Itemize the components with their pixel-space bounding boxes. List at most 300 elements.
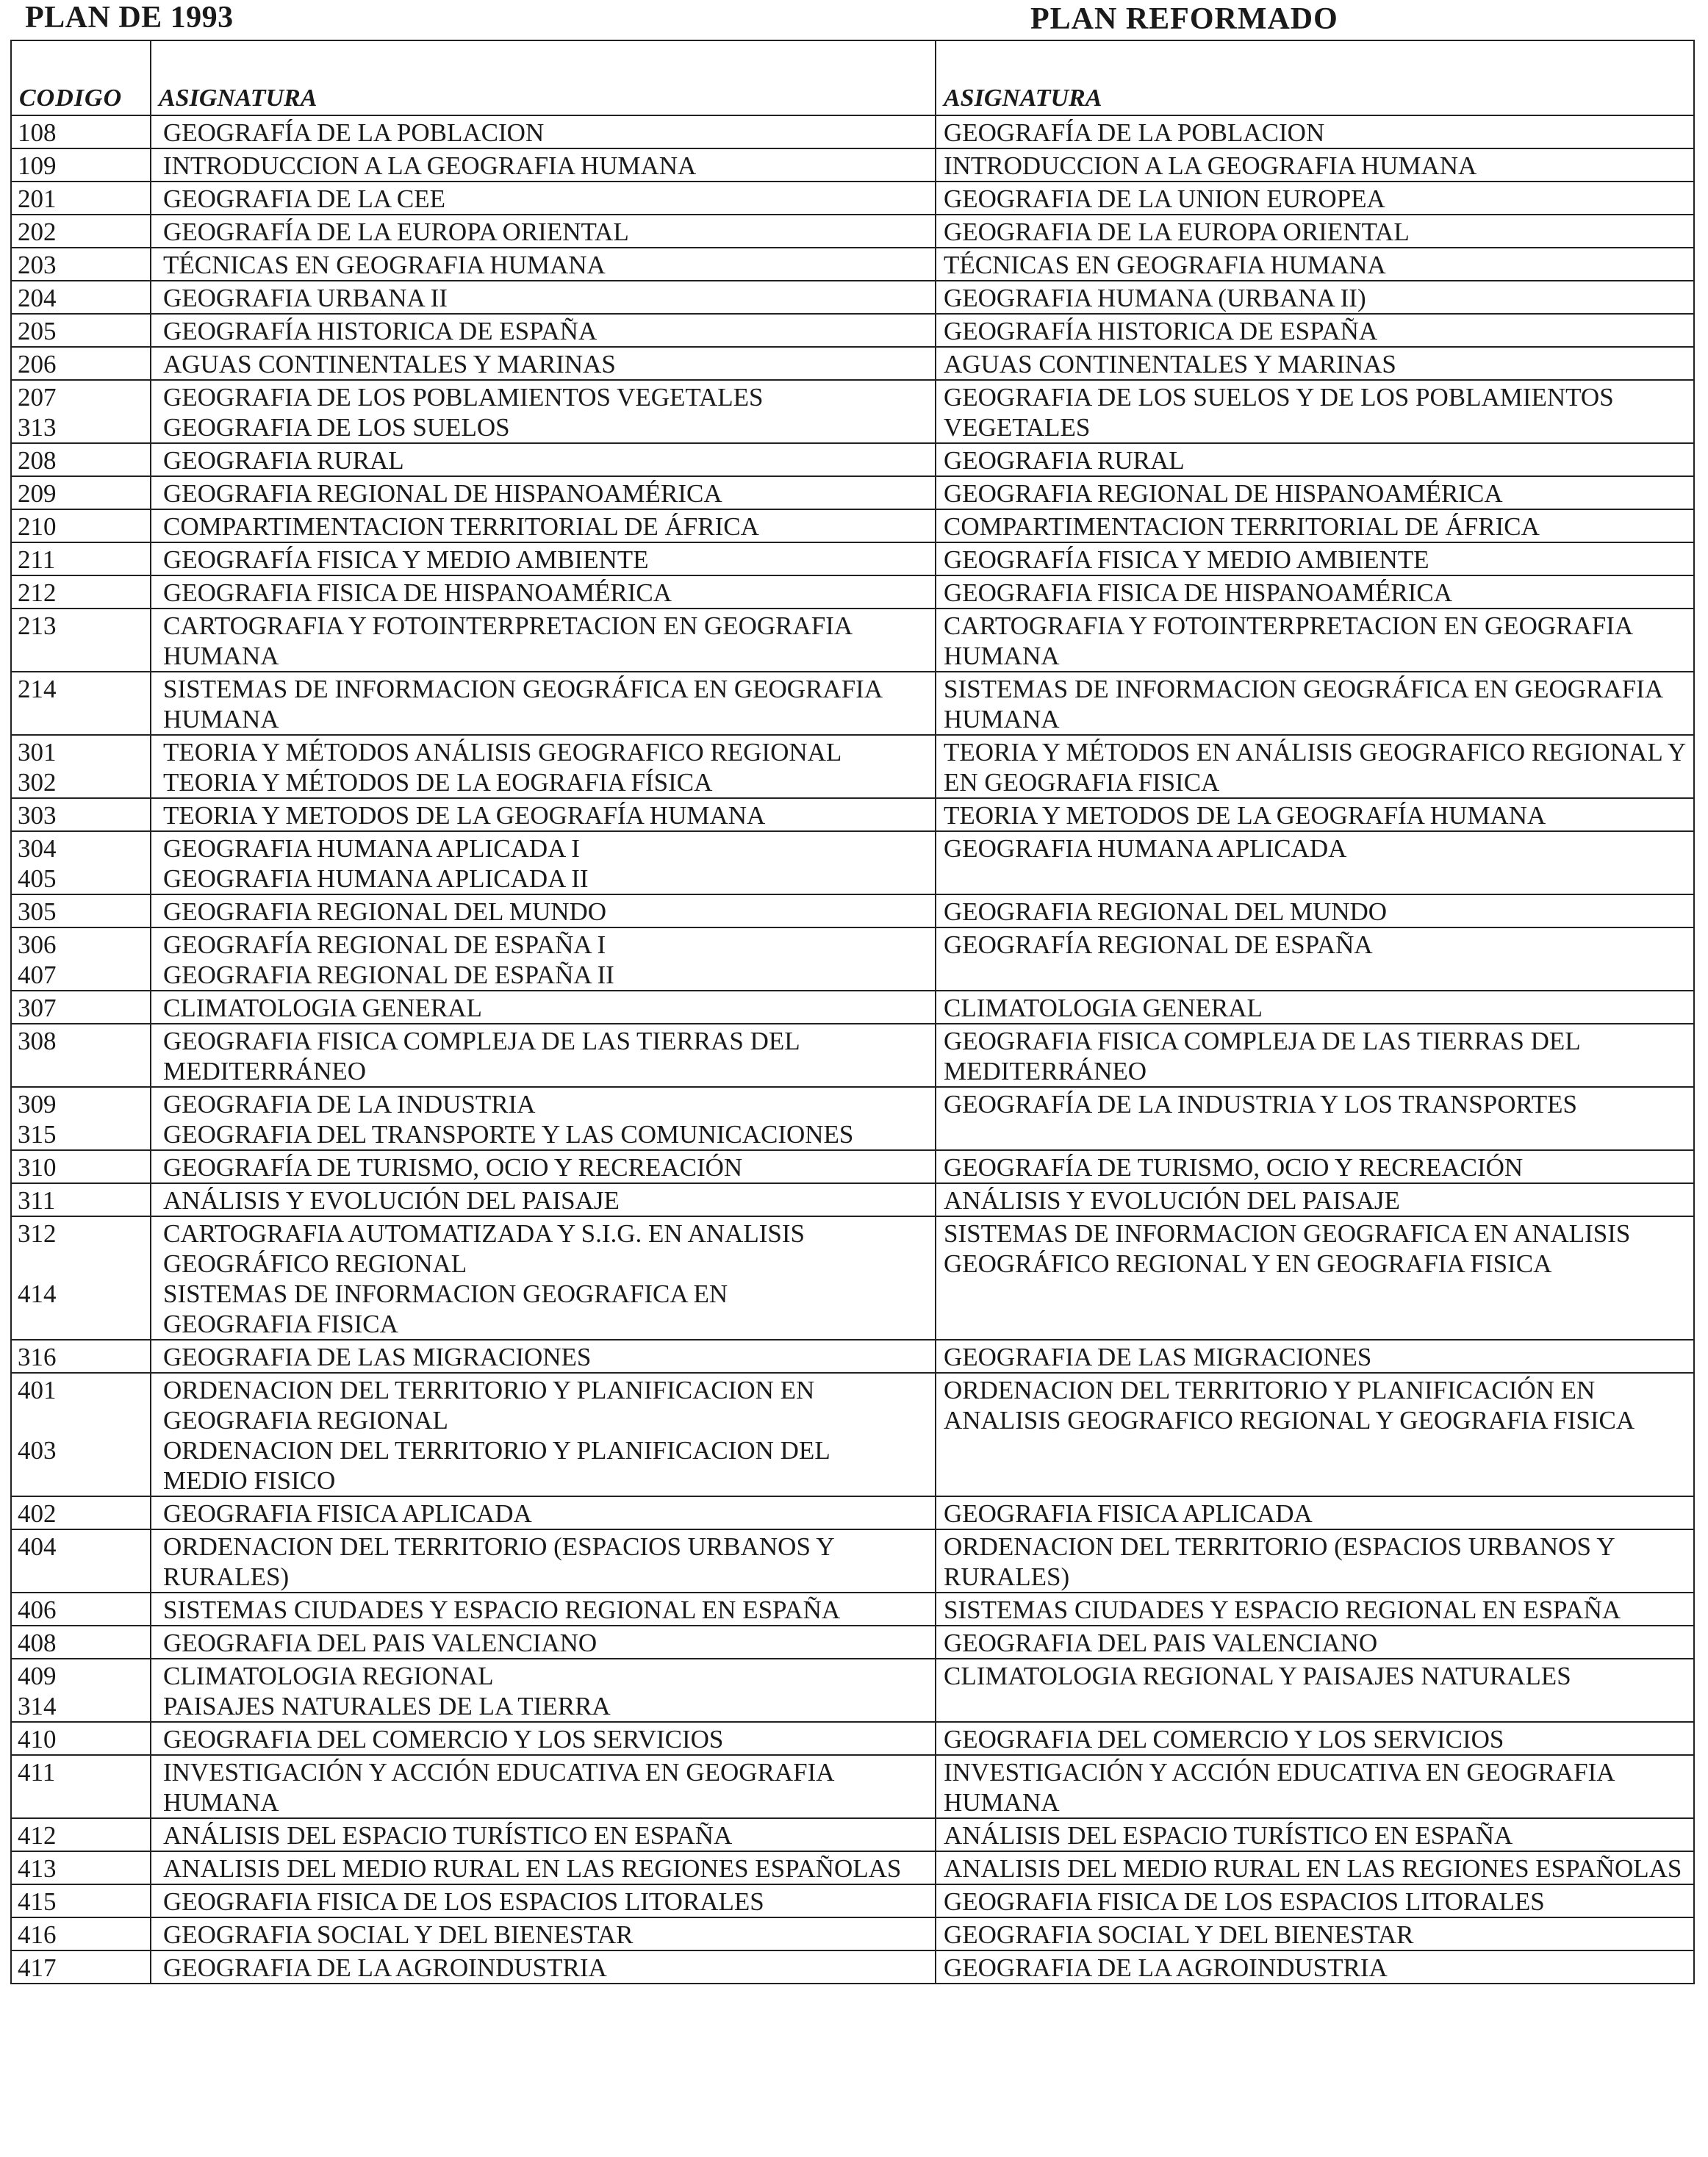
old-subject-name: GEOGRAFIA DE LA INDUSTRIA — [163, 1090, 536, 1119]
codigo-cell — [11, 1659, 151, 1722]
codigo-cell — [11, 575, 151, 609]
old-subject-name: GEOGRAFIA URBANA II — [163, 284, 448, 312]
new-subject-name: CLIMATOLOGIA GENERAL — [944, 994, 1263, 1022]
codigo-cell — [11, 443, 151, 476]
table-row — [11, 443, 1694, 476]
table-row — [11, 1659, 1694, 1722]
codigo-value: 109 — [18, 151, 57, 180]
new-subject-name: SISTEMAS DE INFORMACION GEOGRÁFICA EN GEOGRAFIA HUMANA — [944, 675, 1662, 733]
new-subject-name: TEORIA Y METODOS DE LA GEOGRAFÍA HUMANA — [944, 801, 1546, 830]
old-subject-cell — [151, 1659, 936, 1722]
codigo-cell — [11, 1087, 151, 1150]
table-row — [11, 215, 1694, 248]
old-subject-cell — [151, 1150, 936, 1183]
table-row — [11, 380, 1694, 443]
old-subject-name: GEOGRAFIA REGIONAL DE ESPAÑA II — [163, 961, 614, 989]
new-subject-cell — [936, 509, 1694, 542]
old-subject-cell — [151, 927, 936, 991]
codigo-cell — [11, 347, 151, 380]
codigo-value: 201 — [18, 184, 57, 213]
codigo-cell — [11, 1529, 151, 1593]
old-subject-cell — [151, 314, 936, 347]
old-subject-cell — [151, 1024, 936, 1087]
old-subject-cell — [151, 1496, 936, 1529]
new-subject-cell — [936, 182, 1694, 215]
old-subject-name: CARTOGRAFIA AUTOMATIZADA Y S.I.G. EN ANALISIS — [163, 1219, 805, 1248]
new-subject-cell — [936, 148, 1694, 182]
new-subject-cell — [936, 1024, 1694, 1087]
table-row — [11, 476, 1694, 509]
codigo-cell — [11, 542, 151, 575]
old-subject-cell — [151, 347, 936, 380]
old-subject-name: GEOGRAFIA DE LOS POBLAMIENTOS VEGETALES — [163, 383, 764, 412]
old-subject-name: TEORIA Y MÉTODOS ANÁLISIS GEOGRAFICO REGIONAL — [163, 738, 842, 767]
codigo-cell — [11, 1024, 151, 1087]
codigo-value: 415 — [18, 1887, 57, 1916]
old-subject-name: GEOGRAFIA DE LOS SUELOS — [163, 413, 510, 442]
old-subject-name: COMPARTIMENTACION TERRITORIAL DE ÁFRICA — [163, 512, 759, 541]
new-subject-name: INTRODUCCION A LA GEOGRAFIA HUMANA — [944, 151, 1477, 180]
table-row — [11, 609, 1694, 672]
old-subject-name: CARTOGRAFIA Y FOTOINTERPRETACION EN GEOGRAFIA HUMANA — [163, 611, 852, 670]
old-subject-name: PAISAJES NATURALES DE LA TIERRA — [163, 1692, 611, 1720]
codigo-value: 214 — [18, 675, 57, 703]
table-row — [11, 1529, 1694, 1593]
table-row — [11, 1755, 1694, 1818]
table-row — [11, 798, 1694, 831]
codigo-value — [18, 1405, 143, 1435]
old-subject-name: GEOGRAFIA FISICA DE HISPANOAMÉRICA — [163, 578, 672, 607]
old-subject-cell — [151, 215, 936, 248]
table-row — [11, 1373, 1694, 1496]
codigo-value: 410 — [18, 1725, 57, 1754]
table-row — [11, 1722, 1694, 1755]
old-subject-cell — [151, 380, 936, 443]
old-subject-cell — [151, 1950, 936, 1984]
new-subject-name: ANÁLISIS DEL ESPACIO TURÍSTICO EN ESPAÑA — [944, 1821, 1513, 1850]
old-subject-name: GEOGRAFÍA HISTORICA DE ESPAÑA — [163, 317, 598, 345]
old-subject-name: GEOGRAFIA DE LA CEE — [163, 184, 446, 213]
old-subject-name: GEOGRAFIA DE LA AGROINDUSTRIA — [163, 1953, 607, 1982]
new-subject-name: GEOGRAFIA DE LA AGROINDUSTRIA — [944, 1953, 1388, 1982]
codigo-cell — [11, 1183, 151, 1216]
old-subject-cell — [151, 798, 936, 831]
old-subject-cell — [151, 1087, 936, 1150]
old-subject-name: ANÁLISIS Y EVOLUCIÓN DEL PAISAJE — [163, 1186, 620, 1215]
codigo-cell — [11, 1496, 151, 1529]
codigo-value — [18, 1249, 143, 1279]
table-row — [11, 831, 1694, 894]
codigo-value: 311 — [18, 1186, 56, 1215]
old-subject-name: GEOGRAFÍA DE LA POBLACION — [163, 118, 545, 147]
codigo-value: 403 — [18, 1436, 57, 1465]
codigo-value: 205 — [18, 317, 57, 345]
table-row — [11, 1150, 1694, 1183]
codigo-cell — [11, 1917, 151, 1950]
old-subject-name: GEOGRAFIA REGIONAL — [163, 1406, 448, 1435]
new-subject-name: GEOGRAFIA FISICA DE HISPANOAMÉRICA — [944, 578, 1453, 607]
codigo-cell — [11, 509, 151, 542]
table-row — [11, 1183, 1694, 1216]
old-subject-name: CLIMATOLOGIA REGIONAL — [163, 1662, 494, 1690]
new-subject-cell — [936, 1917, 1694, 1950]
codigo-cell — [11, 1884, 151, 1917]
table-row — [11, 509, 1694, 542]
new-subject-cell — [936, 1950, 1694, 1984]
new-subject-name: ANÁLISIS Y EVOLUCIÓN DEL PAISAJE — [944, 1186, 1400, 1215]
old-subject-cell — [151, 831, 936, 894]
new-subject-cell — [936, 609, 1694, 672]
codigo-cell — [11, 1950, 151, 1984]
old-subject-cell — [151, 443, 936, 476]
codigo-cell — [11, 991, 151, 1024]
old-subject-cell — [151, 735, 936, 798]
new-subject-cell — [936, 1340, 1694, 1373]
codigo-cell — [11, 1755, 151, 1818]
old-subject-cell — [151, 894, 936, 927]
codigo-value: 404 — [18, 1532, 57, 1561]
codigo-cell — [11, 1626, 151, 1659]
codigo-value: 210 — [18, 512, 57, 541]
new-subject-cell — [936, 991, 1694, 1024]
old-subject-cell — [151, 1183, 936, 1216]
new-subject-cell — [936, 1851, 1694, 1884]
new-subject-cell — [936, 1496, 1694, 1529]
table-row — [11, 1818, 1694, 1851]
old-subject-name: TEORIA Y METODOS DE LA GEOGRAFÍA HUMANA — [163, 801, 766, 830]
codigo-cell — [11, 1373, 151, 1496]
new-subject-cell — [936, 1087, 1694, 1150]
old-subject-name: ANÁLISIS DEL ESPACIO TURÍSTICO EN ESPAÑA — [163, 1821, 733, 1850]
codigo-value: 313 — [18, 413, 57, 442]
old-subject-cell — [151, 609, 936, 672]
codigo-value: 314 — [18, 1692, 57, 1720]
table-row — [11, 1216, 1694, 1340]
new-subject-cell — [936, 248, 1694, 281]
new-subject-cell — [936, 347, 1694, 380]
old-subject-cell — [151, 148, 936, 182]
codigo-value: 309 — [18, 1090, 57, 1119]
old-subject-cell — [151, 1529, 936, 1593]
new-subject-cell — [936, 380, 1694, 443]
new-subject-cell — [936, 215, 1694, 248]
old-subject-name: GEOGRAFIA SOCIAL Y DEL BIENESTAR — [163, 1920, 634, 1949]
new-subject-cell — [936, 1150, 1694, 1183]
new-subject-cell — [936, 1593, 1694, 1626]
codigo-value: 417 — [18, 1953, 57, 1982]
old-subject-cell — [151, 1593, 936, 1626]
table-body — [11, 115, 1694, 1984]
old-subject-cell — [151, 1755, 936, 1818]
old-subject-cell — [151, 182, 936, 215]
table-row — [11, 1851, 1694, 1884]
codigo-value: 308 — [18, 1027, 57, 1055]
codigo-value: 401 — [18, 1376, 57, 1404]
codigo-value: 303 — [18, 801, 57, 830]
old-subject-name: GEOGRAFIA DEL PAIS VALENCIANO — [163, 1629, 598, 1657]
header-row — [11, 40, 1694, 115]
codigo-value: 204 — [18, 284, 57, 312]
old-subject-name: INVESTIGACIÓN Y ACCIÓN EDUCATIVA EN GEOGRAFIA HUMANA — [163, 1758, 833, 1817]
old-subject-cell — [151, 542, 936, 575]
new-subject-cell — [936, 894, 1694, 927]
codigo-cell — [11, 1818, 151, 1851]
old-subject-cell — [151, 476, 936, 509]
table-row — [11, 894, 1694, 927]
old-subject-name: GEOGRAFIA DEL COMERCIO Y LOS SERVICIOS — [163, 1725, 724, 1754]
codigo-value: 316 — [18, 1343, 57, 1371]
old-subject-name: TEORIA Y MÉTODOS DE LA EOGRAFIA FÍSICA — [163, 768, 713, 797]
new-subject-name: GEOGRAFIA FISICA COMPLEJA DE LAS TIERRAS DEL MEDITERRÁNEO — [944, 1027, 1580, 1085]
plan-1993-title: PLAN DE 1993 — [25, 1, 234, 35]
new-subject-cell — [936, 1626, 1694, 1659]
old-subject-name: ORDENACION DEL TERRITORIO Y PLANIFICACION EN — [163, 1376, 815, 1404]
new-subject-cell — [936, 1884, 1694, 1917]
new-subject-cell — [936, 115, 1694, 148]
new-subject-cell — [936, 798, 1694, 831]
table-row — [11, 672, 1694, 735]
codigo-cell — [11, 798, 151, 831]
old-subject-cell — [151, 281, 936, 314]
table-row — [11, 182, 1694, 215]
new-subject-name: SISTEMAS CIUDADES Y ESPACIO REGIONAL EN ESPAÑA — [944, 1596, 1621, 1624]
codigo-cell — [11, 314, 151, 347]
new-subject-name: GEOGRAFÍA DE LA INDUSTRIA Y LOS TRANSPORTES — [944, 1090, 1577, 1119]
codigo-cell — [11, 1340, 151, 1373]
old-subject-cell — [151, 672, 936, 735]
codigo-cell — [11, 1216, 151, 1340]
codigo-cell — [11, 609, 151, 672]
old-subject-cell — [151, 1373, 936, 1496]
new-subject-name: SISTEMAS DE INFORMACION GEOGRAFICA EN ANALISIS GEOGRÁFICO REGIONAL Y EN GEOGRAFIA FISICA — [944, 1219, 1631, 1278]
old-subject-cell — [151, 1216, 936, 1340]
new-subject-cell — [936, 1755, 1694, 1818]
codigo-cell — [11, 115, 151, 148]
old-subject-name: GEOGRAFIA REGIONAL DE HISPANOAMÉRICA — [163, 479, 722, 508]
new-subject-cell — [936, 1183, 1694, 1216]
old-subject-name: SISTEMAS CIUDADES Y ESPACIO REGIONAL EN ESPAÑA — [163, 1596, 841, 1624]
codigo-value: 207 — [18, 383, 57, 412]
codigo-value: 315 — [18, 1120, 57, 1149]
new-subject-name: TÉCNICAS EN GEOGRAFIA HUMANA — [944, 251, 1386, 279]
codigo-cell — [11, 1150, 151, 1183]
new-subject-name: GEOGRAFÍA REGIONAL DE ESPAÑA — [944, 930, 1373, 959]
old-subject-cell — [151, 1340, 936, 1373]
codigo-cell — [11, 248, 151, 281]
codigo-value: 406 — [18, 1596, 57, 1624]
codigo-cell — [11, 894, 151, 927]
old-subject-name: CLIMATOLOGIA GENERAL — [163, 994, 482, 1022]
new-subject-name: ORDENACION DEL TERRITORIO Y PLANIFICACIÓN EN ANALISIS GEOGRAFICO REGIONAL Y GEOGRAFIA FISICA — [944, 1376, 1635, 1435]
new-subject-cell — [936, 443, 1694, 476]
old-subject-name: GEOGRAFÍA DE TURISMO, OCIO Y RECREACIÓN — [163, 1153, 743, 1182]
old-subject-name: GEOGRAFIA DE LAS MIGRACIONES — [163, 1343, 592, 1371]
old-subject-name: GEOGRAFIA FISICA — [163, 1310, 398, 1338]
new-subject-cell — [936, 927, 1694, 991]
old-subject-cell — [151, 1851, 936, 1884]
table-row — [11, 347, 1694, 380]
new-subject-name: GEOGRAFIA SOCIAL Y DEL BIENESTAR — [944, 1920, 1414, 1949]
new-subject-cell — [936, 1373, 1694, 1496]
subject-equivalence-table — [10, 40, 1695, 1984]
codigo-value: 412 — [18, 1821, 57, 1850]
table-row — [11, 735, 1694, 798]
table-row — [11, 314, 1694, 347]
new-subject-cell — [936, 672, 1694, 735]
new-subject-cell — [936, 1818, 1694, 1851]
table-row — [11, 1626, 1694, 1659]
codigo-value: 305 — [18, 897, 57, 926]
old-subject-name: SISTEMAS DE INFORMACION GEOGRAFICA EN — [163, 1280, 728, 1308]
table-row — [11, 1950, 1694, 1984]
new-subject-cell — [936, 1722, 1694, 1755]
codigo-cell — [11, 1851, 151, 1884]
codigo-value: 411 — [18, 1758, 56, 1787]
old-subject-name: INTRODUCCION A LA GEOGRAFIA HUMANA — [163, 151, 697, 180]
new-subject-name: GEOGRAFIA DEL COMERCIO Y LOS SERVICIOS — [944, 1725, 1504, 1754]
codigo-value: 307 — [18, 994, 57, 1022]
codigo-cell — [11, 1593, 151, 1626]
codigo-value: 304 — [18, 834, 57, 863]
codigo-cell — [11, 831, 151, 894]
column-header-new-subject: ASIGNATURA — [936, 40, 1694, 115]
old-subject-name: GEOGRAFIA FISICA COMPLEJA DE LAS TIERRAS DEL MEDITERRÁNEO — [163, 1027, 800, 1085]
new-subject-name: ANALISIS DEL MEDIO RURAL EN LAS REGIONES ESPAÑOLAS — [944, 1854, 1682, 1883]
new-subject-cell — [936, 542, 1694, 575]
old-subject-name: TÉCNICAS EN GEOGRAFIA HUMANA — [163, 251, 606, 279]
old-subject-cell — [151, 1917, 936, 1950]
codigo-value: 414 — [18, 1280, 57, 1308]
old-subject-cell — [151, 1722, 936, 1755]
old-subject-name: GEOGRAFÍA REGIONAL DE ESPAÑA I — [163, 930, 606, 959]
codigo-cell — [11, 148, 151, 182]
new-subject-name: GEOGRAFIA HUMANA APLICADA — [944, 834, 1347, 863]
table-row — [11, 115, 1694, 148]
codigo-cell — [11, 281, 151, 314]
codigo-value: 310 — [18, 1153, 57, 1182]
page-header — [0, 0, 1708, 44]
codigo-cell — [11, 1722, 151, 1755]
new-subject-cell — [936, 476, 1694, 509]
codigo-value: 302 — [18, 768, 57, 797]
new-subject-cell — [936, 1529, 1694, 1593]
new-subject-name: GEOGRAFIA DEL PAIS VALENCIANO — [944, 1629, 1378, 1657]
codigo-value: 206 — [18, 350, 57, 378]
new-subject-name: GEOGRAFIA REGIONAL DEL MUNDO — [944, 897, 1388, 926]
codigo-cell — [11, 476, 151, 509]
codigo-cell — [11, 215, 151, 248]
codigo-value: 108 — [18, 118, 57, 147]
table-row — [11, 927, 1694, 991]
old-subject-name: GEOGRAFIA HUMANA APLICADA II — [163, 864, 589, 893]
new-subject-name: AGUAS CONTINENTALES Y MARINAS — [944, 350, 1396, 378]
codigo-cell — [11, 380, 151, 443]
table-row — [11, 1087, 1694, 1150]
new-subject-cell — [936, 831, 1694, 894]
table-row — [11, 1884, 1694, 1917]
codigo-value: 407 — [18, 961, 57, 989]
old-subject-name: MEDIO FISICO — [163, 1466, 336, 1495]
codigo-value: 405 — [18, 864, 57, 893]
table-header — [11, 40, 1694, 115]
old-subject-cell — [151, 509, 936, 542]
new-subject-name: GEOGRAFÍA DE TURISMO, OCIO Y RECREACIÓN — [944, 1153, 1524, 1182]
new-subject-cell — [936, 314, 1694, 347]
old-subject-name: ORDENACION DEL TERRITORIO (ESPACIOS URBANOS Y RURALES) — [163, 1532, 834, 1591]
table-row — [11, 1340, 1694, 1373]
new-subject-name: GEOGRAFIA RURAL — [944, 446, 1185, 475]
old-subject-name: AGUAS CONTINENTALES Y MARINAS — [163, 350, 616, 378]
new-subject-name: COMPARTIMENTACION TERRITORIAL DE ÁFRICA — [944, 512, 1540, 541]
column-header-codigo: CODIGO — [11, 40, 151, 115]
table-row — [11, 1593, 1694, 1626]
codigo-cell — [11, 672, 151, 735]
new-subject-name: GEOGRAFIA DE LA UNION EUROPEA — [944, 184, 1385, 213]
codigo-value: 209 — [18, 479, 57, 508]
new-subject-name: ORDENACION DEL TERRITORIO (ESPACIOS URBANOS Y RURALES) — [944, 1532, 1615, 1591]
old-subject-name: GEOGRAFÍA DE LA EUROPA ORIENTAL — [163, 218, 629, 246]
table-row — [11, 1496, 1694, 1529]
codigo-value: 409 — [18, 1662, 57, 1690]
codigo-value: 211 — [18, 545, 56, 574]
codigo-value: 312 — [18, 1219, 57, 1248]
codigo-value: 416 — [18, 1920, 57, 1949]
codigo-cell — [11, 927, 151, 991]
old-subject-name: GEOGRAFIA HUMANA APLICADA I — [163, 834, 580, 863]
old-subject-name: ANALISIS DEL MEDIO RURAL EN LAS REGIONES ESPAÑOLAS — [163, 1854, 902, 1883]
column-header-old-subject: ASIGNATURA — [151, 40, 936, 115]
table-row — [11, 1917, 1694, 1950]
old-subject-cell — [151, 991, 936, 1024]
new-subject-name: GEOGRAFIA REGIONAL DE HISPANOAMÉRICA — [944, 479, 1503, 508]
old-subject-name: GEOGRÁFICO REGIONAL — [163, 1249, 467, 1278]
new-subject-name: GEOGRAFÍA FISICA Y MEDIO AMBIENTE — [944, 545, 1429, 574]
old-subject-cell — [151, 115, 936, 148]
table-row — [11, 542, 1694, 575]
table-row — [11, 248, 1694, 281]
old-subject-name: GEOGRAFIA REGIONAL DEL MUNDO — [163, 897, 607, 926]
new-subject-cell — [936, 281, 1694, 314]
new-subject-cell — [936, 1659, 1694, 1722]
new-subject-name: GEOGRAFIA FISICA DE LOS ESPACIOS LITORALES — [944, 1887, 1545, 1916]
new-subject-name: GEOGRAFÍA DE LA POBLACION — [944, 118, 1325, 147]
old-subject-name: GEOGRAFIA RURAL — [163, 446, 404, 475]
codigo-cell — [11, 735, 151, 798]
old-subject-name: GEOGRAFIA DEL TRANSPORTE Y LAS COMUNICACIONES — [163, 1120, 854, 1149]
table-row — [11, 148, 1694, 182]
old-subject-name: ORDENACION DEL TERRITORIO Y PLANIFICACION DEL — [163, 1436, 830, 1465]
codigo-cell — [11, 182, 151, 215]
plan-reformado-title: PLAN REFORMADO — [1030, 2, 1338, 36]
new-subject-name: CARTOGRAFIA Y FOTOINTERPRETACION EN GEOGRAFIA HUMANA — [944, 611, 1632, 670]
codigo-value: 208 — [18, 446, 57, 475]
codigo-value: 301 — [18, 738, 57, 767]
table-row — [11, 281, 1694, 314]
codigo-value: 213 — [18, 611, 57, 640]
old-subject-name: GEOGRAFÍA FISICA Y MEDIO AMBIENTE — [163, 545, 649, 574]
old-subject-cell — [151, 248, 936, 281]
new-subject-cell — [936, 575, 1694, 609]
codigo-value: 202 — [18, 218, 57, 246]
old-subject-cell — [151, 1626, 936, 1659]
codigo-value: 212 — [18, 578, 57, 607]
old-subject-cell — [151, 575, 936, 609]
new-subject-cell — [936, 1216, 1694, 1340]
new-subject-name: CLIMATOLOGIA REGIONAL Y PAISAJES NATURALES — [944, 1662, 1571, 1690]
codigo-value: 413 — [18, 1854, 57, 1883]
new-subject-cell — [936, 735, 1694, 798]
old-subject-name: GEOGRAFIA FISICA DE LOS ESPACIOS LITORALES — [163, 1887, 764, 1916]
